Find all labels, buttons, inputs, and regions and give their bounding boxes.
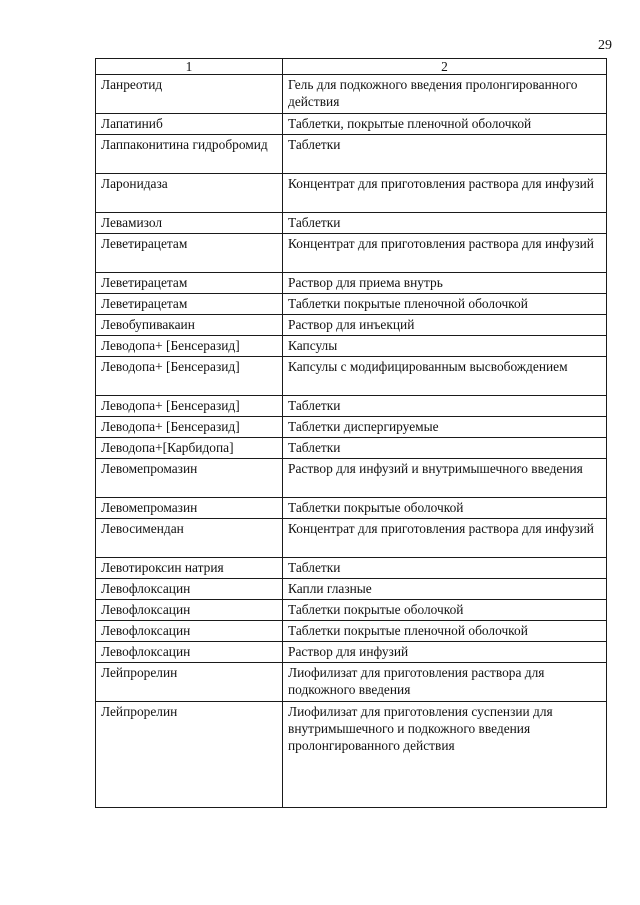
dosage-form-cell: Таблетки покрытые пленочной оболочкой — [283, 294, 607, 315]
dosage-form-cell: Таблетки — [283, 135, 607, 174]
dosage-form-cell: Гель для подкожного введения пролонгированного действия — [283, 75, 607, 114]
drug-name-cell: Леводопа+ [Бенсеразид] — [96, 417, 283, 438]
table-row — [96, 459, 607, 498]
dosage-form-cell: Таблетки диспергируемые — [283, 417, 607, 438]
table-row — [96, 642, 607, 663]
table-row — [96, 234, 607, 273]
drug-name-cell: Левотироксин натрия — [96, 558, 283, 579]
table-row — [96, 702, 607, 808]
column-header: 2 — [283, 59, 607, 75]
drug-name-cell: Леводопа+ [Бенсеразид] — [96, 336, 283, 357]
dosage-form-cell: Раствор для инъекций — [283, 315, 607, 336]
dosage-form-cell: Лиофилизат для приготовления суспензии для внутримышечного и подкожного введения пролонгированного действия — [283, 702, 607, 808]
drug-name-cell: Леветирацетам — [96, 273, 283, 294]
dosage-form-cell: Концентрат для приготовления раствора для инфузий — [283, 174, 607, 213]
drug-name-cell: Ланреотид — [96, 75, 283, 114]
table-row — [96, 621, 607, 642]
table-row — [96, 663, 607, 702]
drug-name-cell: Левофлоксацин — [96, 621, 283, 642]
dosage-form-cell: Таблетки, покрытые пленочной оболочкой — [283, 114, 607, 135]
drug-name-cell: Леводопа+[Карбидопа] — [96, 438, 283, 459]
dosage-form-cell: Таблетки — [283, 438, 607, 459]
drug-name-cell: Лейпрорелин — [96, 702, 283, 808]
dosage-form-cell: Капсулы — [283, 336, 607, 357]
table-row — [96, 174, 607, 213]
dosage-form-cell: Таблетки покрытые пленочной оболочкой — [283, 621, 607, 642]
table-row — [96, 114, 607, 135]
dosage-form-cell: Капсулы с модифицированным высвобождением — [283, 357, 607, 396]
drug-name-cell: Лапатиниб — [96, 114, 283, 135]
drug-name-cell: Леводопа+ [Бенсеразид] — [96, 357, 283, 396]
dosage-form-cell: Таблетки — [283, 558, 607, 579]
dosage-form-cell: Таблетки — [283, 213, 607, 234]
table-row — [96, 519, 607, 558]
drug-name-cell: Левомепромазин — [96, 459, 283, 498]
drug-name-cell: Левофлоксацин — [96, 642, 283, 663]
table-row — [96, 213, 607, 234]
dosage-form-cell: Таблетки покрытые оболочкой — [283, 498, 607, 519]
dosage-form-cell: Раствор для приема внутрь — [283, 273, 607, 294]
table-row — [96, 579, 607, 600]
table-row — [96, 357, 607, 396]
dosage-form-cell: Раствор для инфузий и внутримышечного введения — [283, 459, 607, 498]
drug-name-cell: Левомепромазин — [96, 498, 283, 519]
drug-name-cell: Лейпрорелин — [96, 663, 283, 702]
drug-name-cell: Левамизол — [96, 213, 283, 234]
table-row — [96, 396, 607, 417]
drug-name-cell: Лаппаконитина гидробромид — [96, 135, 283, 174]
table-row — [96, 294, 607, 315]
table-row — [96, 600, 607, 621]
table-row — [96, 315, 607, 336]
dosage-form-cell: Лиофилизат для приготовления раствора для подкожного введения — [283, 663, 607, 702]
drug-name-cell: Леводопа+ [Бенсеразид] — [96, 396, 283, 417]
drug-name-cell: Левосимендан — [96, 519, 283, 558]
table-row — [96, 336, 607, 357]
column-header: 1 — [96, 59, 283, 75]
dosage-form-cell: Капли глазные — [283, 579, 607, 600]
table-row — [96, 135, 607, 174]
drug-name-cell: Леветирацетам — [96, 294, 283, 315]
drug-name-cell: Левобупивакаин — [96, 315, 283, 336]
dosage-form-cell: Таблетки — [283, 396, 607, 417]
drug-name-cell: Левофлоксацин — [96, 600, 283, 621]
table-header-row — [96, 59, 607, 75]
table-row — [96, 75, 607, 114]
table-row — [96, 558, 607, 579]
table-row — [96, 417, 607, 438]
dosage-form-cell: Раствор для инфузий — [283, 642, 607, 663]
table-row — [96, 498, 607, 519]
drug-name-cell: Левофлоксацин — [96, 579, 283, 600]
dosage-form-cell: Таблетки покрытые оболочкой — [283, 600, 607, 621]
drug-name-cell: Ларонидаза — [96, 174, 283, 213]
dosage-form-cell: Концентрат для приготовления раствора для инфузий — [283, 519, 607, 558]
dosage-form-cell: Концентрат для приготовления раствора для инфузий — [283, 234, 607, 273]
drug-name-cell: Леветирацетам — [96, 234, 283, 273]
page-number: 29 — [598, 38, 612, 53]
drug-table — [95, 58, 607, 808]
table-row — [96, 438, 607, 459]
table-row — [96, 273, 607, 294]
